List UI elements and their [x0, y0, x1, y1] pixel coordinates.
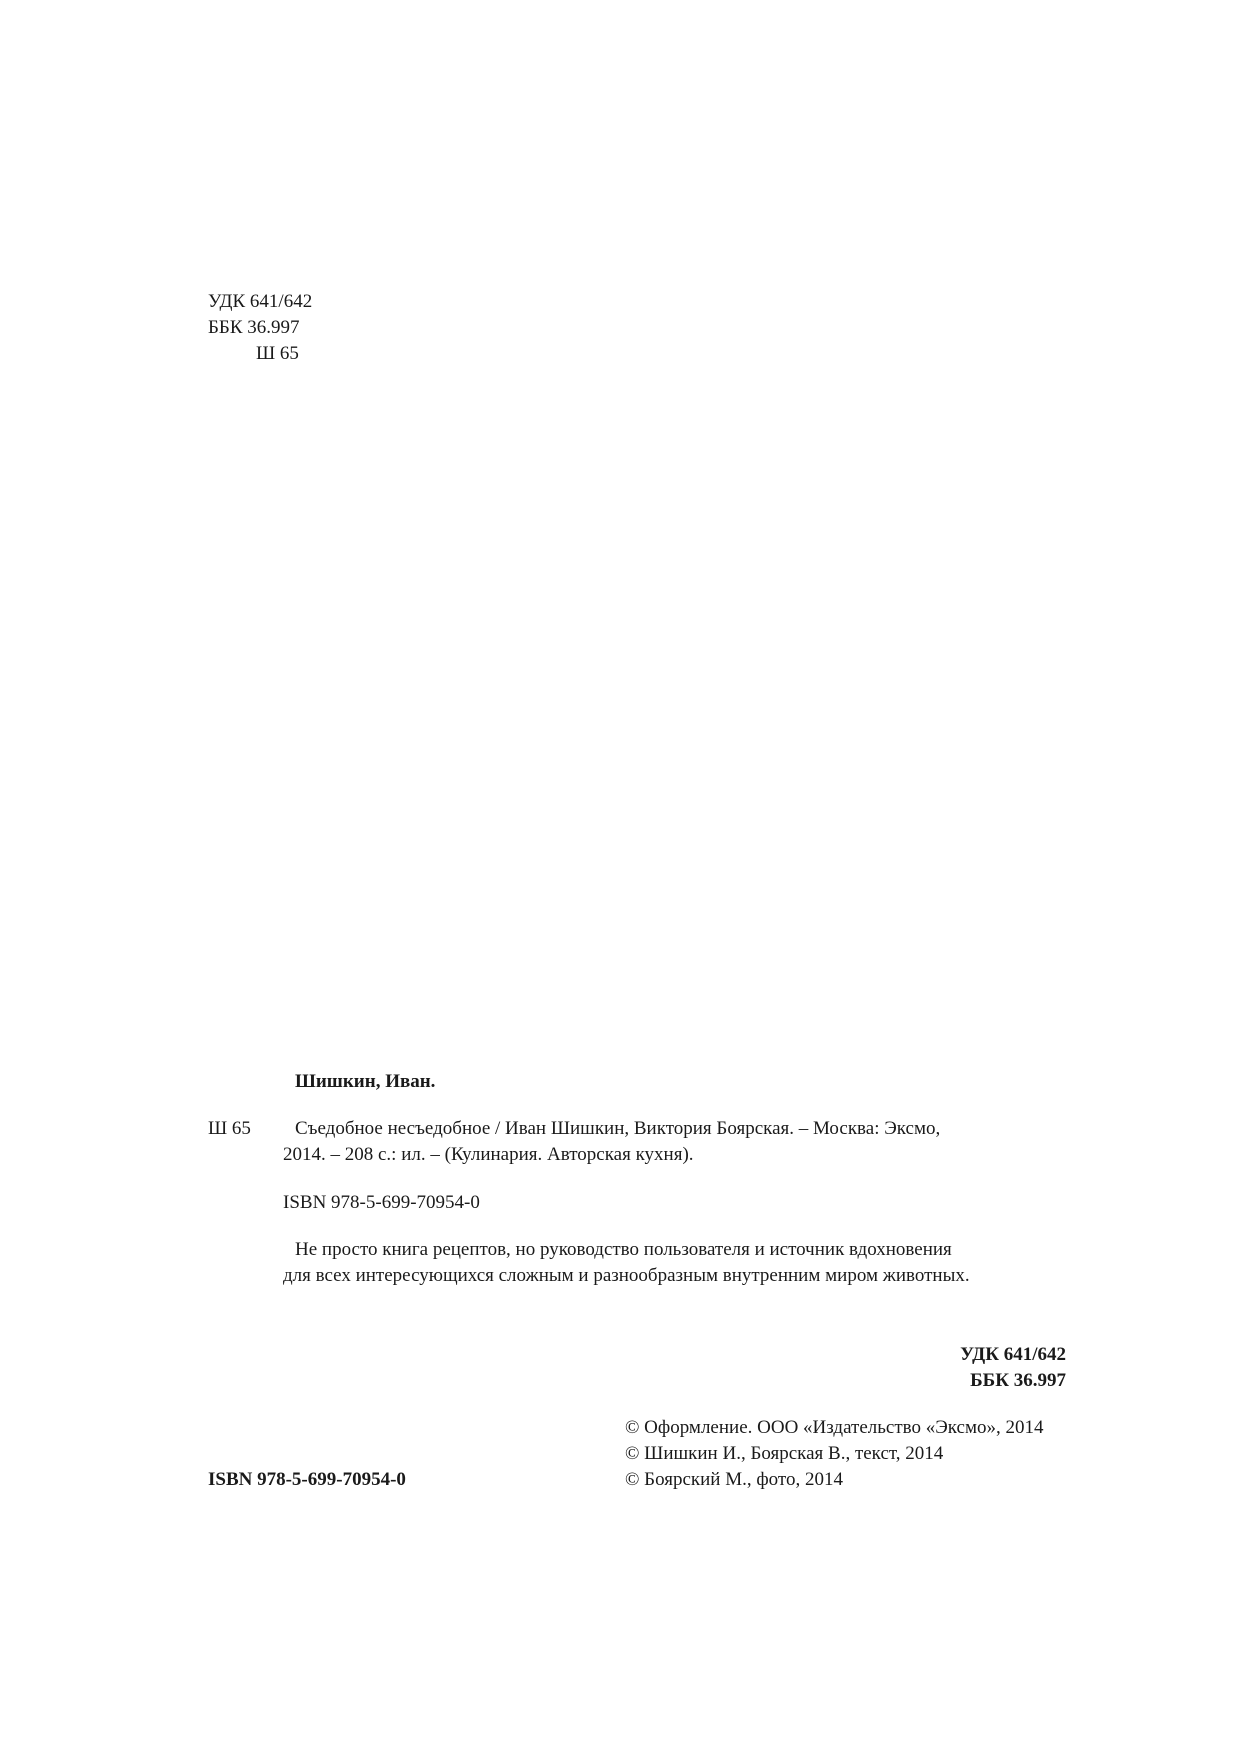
- isbn-bold: ISBN 978-5-699-70954-0: [208, 1469, 406, 1490]
- annotation-line-2: для всех интересующихся сложным и разнообразным внутренним миром животных.: [283, 1265, 970, 1286]
- description-line-2: 2014. – 208 с.: ил. – (Кулинария. Авторская кухня).: [283, 1144, 694, 1165]
- author-heading: Шишкин, Иван.: [295, 1071, 436, 1092]
- description-line-1: Съедобное несъедобное / Иван Шишкин, Виктория Боярская. – Москва: Эксмо,: [295, 1118, 941, 1139]
- copyright-line: © Оформление. ООО «Издательство «Эксмо», 2014: [625, 1417, 1044, 1438]
- card-author-code: Ш 65: [208, 1118, 251, 1139]
- top-udk-code: УДК 641/642: [208, 291, 313, 312]
- bottom-bbk-code: ББК 36.997: [970, 1370, 1066, 1391]
- bottom-udk-code: УДК 641/642: [960, 1344, 1066, 1365]
- isbn-line: ISBN 978-5-699-70954-0: [283, 1192, 480, 1213]
- copyright-line: © Шишкин И., Боярская В., текст, 2014: [625, 1443, 944, 1464]
- top-bbk-code: ББК 36.997: [208, 317, 300, 338]
- top-author-code: Ш 65: [256, 343, 299, 364]
- copyright-line: © Боярский М., фото, 2014: [625, 1469, 843, 1490]
- annotation-line-1: Не просто книга рецептов, но руководство пользователя и источник вдохновения: [295, 1239, 952, 1260]
